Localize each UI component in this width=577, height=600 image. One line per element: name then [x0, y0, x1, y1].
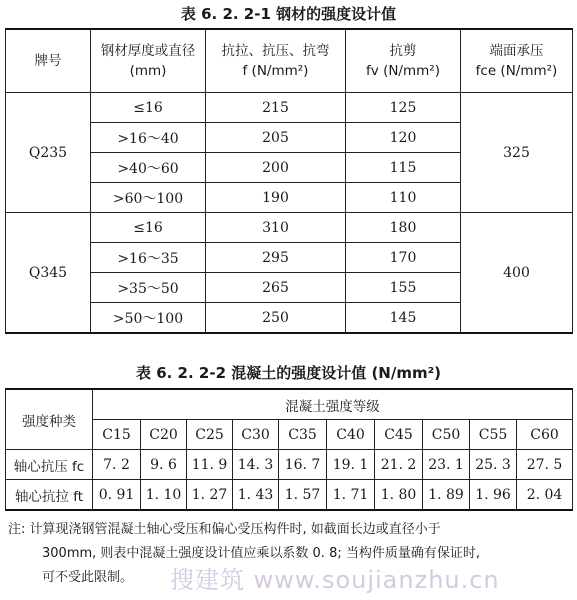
fv-cell: 115 — [346, 153, 461, 183]
header-bearing — [461, 29, 573, 93]
row-label: 轴心抗拉 ft — [6, 480, 93, 511]
grade-header-cell: C40 — [327, 420, 375, 450]
concrete-strength-table — [5, 388, 573, 511]
bearing-cell: 400 — [461, 213, 573, 334]
grade-header-cell: C60 — [517, 420, 573, 450]
value-cell: 11. 9 — [187, 450, 233, 480]
table2-header-row — [6, 389, 573, 420]
value-cell: 9. 6 — [141, 450, 187, 480]
watermark: 搜建筑 www.soujianzhu.cn — [170, 566, 500, 594]
header-grade: 牌号 — [6, 29, 91, 93]
table-row — [6, 450, 573, 480]
value-cell: 25. 3 — [470, 450, 517, 480]
f-cell: 200 — [206, 153, 346, 183]
header-thickness-line1: 钢材厚度或直径 — [100, 43, 196, 59]
grade-cell: Q345 — [6, 213, 91, 334]
thickness-cell: >60～100 — [91, 183, 206, 213]
grade-group-header: 混凝土强度等级 — [93, 389, 573, 420]
value-cell: 27. 5 — [517, 450, 573, 480]
value-cell: 1. 43 — [233, 480, 279, 511]
steel-strength-table — [5, 28, 573, 334]
fv-cell: 110 — [346, 183, 461, 213]
header-tension-line2: f (N/mm²) — [242, 63, 309, 79]
header-shear-line1: 抗剪 — [389, 43, 417, 59]
value-cell: 1. 80 — [375, 480, 423, 511]
table-row — [6, 480, 573, 511]
corner-cell: 强度种类 — [6, 389, 93, 450]
thickness-cell: >16～40 — [91, 123, 206, 153]
header-shear-line2: fv (N/mm²) — [366, 63, 440, 79]
fv-cell: 180 — [346, 213, 461, 243]
header-tension — [206, 29, 346, 93]
header-thickness-line2: (mm) — [129, 63, 167, 79]
grade-cell: Q235 — [6, 93, 91, 213]
value-cell: 1. 71 — [327, 480, 375, 511]
thickness-cell: ≤16 — [91, 213, 206, 243]
grade-header-cell: C15 — [93, 420, 141, 450]
thickness-cell: >50～100 — [91, 303, 206, 334]
note-line-3: 可不受此限制。 — [42, 570, 134, 585]
grade-header-cell: C20 — [141, 420, 187, 450]
table-row — [6, 213, 573, 243]
thickness-cell: >35～50 — [91, 273, 206, 303]
f-cell: 215 — [206, 93, 346, 123]
f-cell: 190 — [206, 183, 346, 213]
f-cell: 250 — [206, 303, 346, 334]
table1-title: 表 6. 2. 2-1 钢材的强度设计值 — [180, 5, 397, 23]
grade-header-cell: C25 — [187, 420, 233, 450]
grade-header-cell: C45 — [375, 420, 423, 450]
f-cell: 265 — [206, 273, 346, 303]
header-bearing-line1: 端面承压 — [489, 43, 544, 59]
value-cell: 1. 89 — [423, 480, 470, 511]
bearing-cell: 325 — [461, 93, 573, 213]
grade-header-cell: C30 — [233, 420, 279, 450]
row-label: 轴心抗压 fc — [6, 450, 93, 480]
fv-cell: 155 — [346, 273, 461, 303]
value-cell: 1. 57 — [279, 480, 327, 511]
thickness-cell: >40～60 — [91, 153, 206, 183]
table1-header-row — [6, 29, 573, 93]
header-bearing-line2: fce (N/mm²) — [475, 63, 558, 79]
note-line-1: 注: 计算现浇钢管混凝土轴心受压和偏心受压构件时, 如截面长边或直径小于 — [8, 522, 441, 537]
fv-cell: 120 — [346, 123, 461, 153]
grade-header-cell: C35 — [279, 420, 327, 450]
value-cell: 19. 1 — [327, 450, 375, 480]
thickness-cell: ≤16 — [91, 93, 206, 123]
value-cell: 23. 1 — [423, 450, 470, 480]
thickness-cell: >16～35 — [91, 243, 206, 273]
value-cell: 0. 91 — [93, 480, 141, 511]
header-thickness — [91, 29, 206, 93]
value-cell: 21. 2 — [375, 450, 423, 480]
value-cell: 1. 96 — [470, 480, 517, 511]
value-cell: 1. 27 — [187, 480, 233, 511]
table2-title: 表 6. 2. 2-2 混凝土的强度设计值 (N/mm²) — [135, 364, 442, 382]
f-cell: 295 — [206, 243, 346, 273]
grade-header-cell: C50 — [423, 420, 470, 450]
fv-cell: 125 — [346, 93, 461, 123]
value-cell: 16. 7 — [279, 450, 327, 480]
table-row — [6, 93, 573, 123]
fv-cell: 145 — [346, 303, 461, 334]
header-shear — [346, 29, 461, 93]
note-line-2: 300mm, 则表中混凝土强度设计值应乘以系数 0. 8; 当构件质量确有保证时, — [42, 546, 480, 561]
value-cell: 2. 04 — [517, 480, 573, 511]
value-cell: 14. 3 — [233, 450, 279, 480]
f-cell: 205 — [206, 123, 346, 153]
header-tension-line1: 抗拉、抗压、抗弯 — [221, 43, 330, 59]
fv-cell: 170 — [346, 243, 461, 273]
f-cell: 310 — [206, 213, 346, 243]
value-cell: 7. 2 — [93, 450, 141, 480]
value-cell: 1. 10 — [141, 480, 187, 511]
grade-header-cell: C55 — [470, 420, 517, 450]
